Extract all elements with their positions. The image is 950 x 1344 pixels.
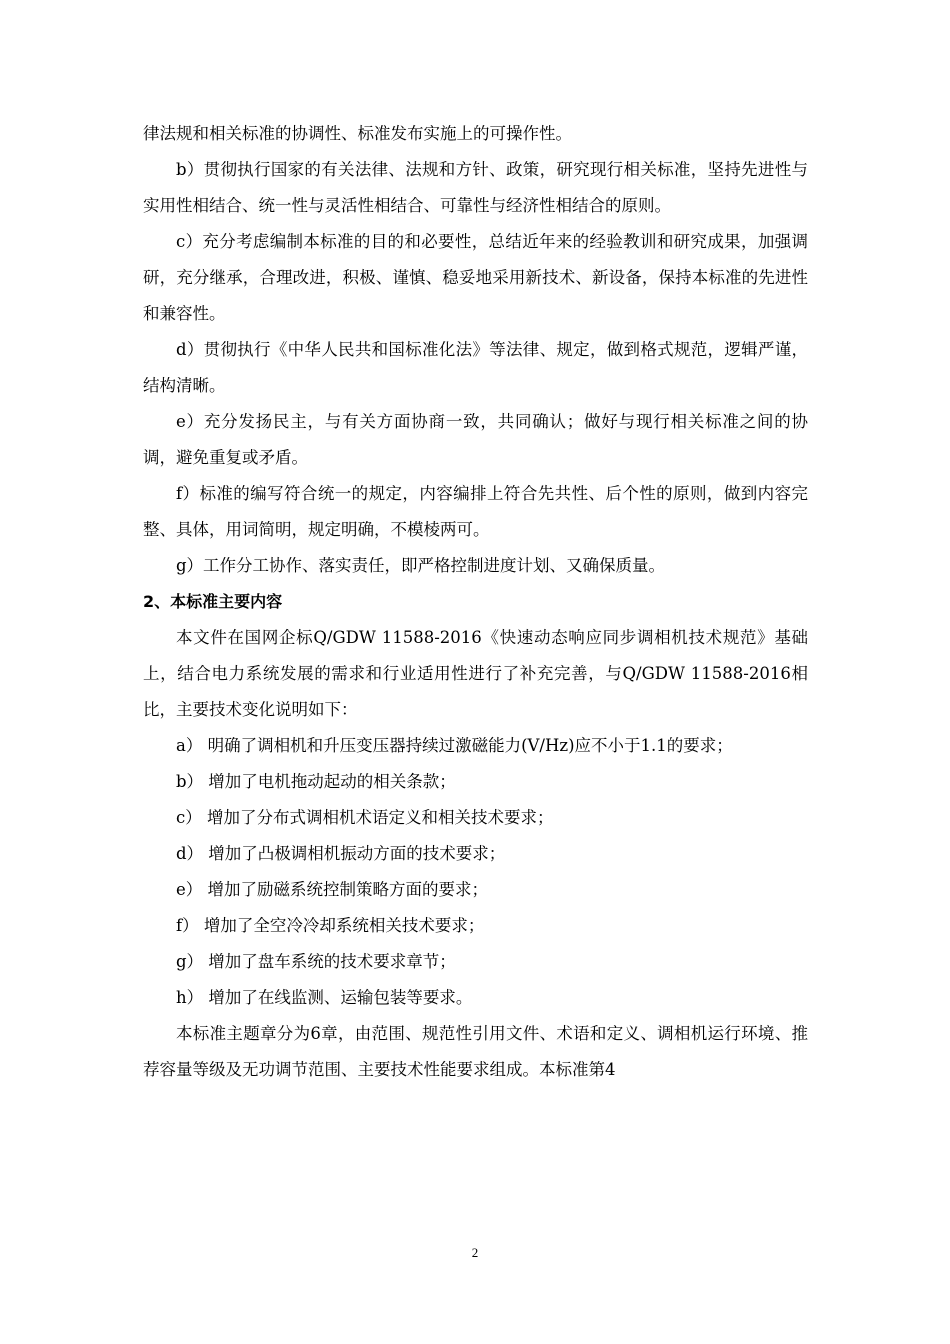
page-number: 2 [471,1245,479,1260]
section-heading: 2、本标准主要内容 [143,592,283,611]
principle-item-d: d）贯彻执行《中华人民共和国标准化法》等法律、规定，做到格式规范，逻辑严谨，结构清晰。 [143,340,808,395]
document-body [143,116,808,1088]
principle-item-c: c）充分考虑编制本标准的目的和必要性，总结近年来的经验教训和研究成果，加强调研，充分继承，合理改进，积极、谨慎、稳妥地采用新技术、新设备，保持本标准的先进性和兼容性。 [143,232,808,323]
change-item-d: d） 增加了凸极调相机振动方面的技术要求； [176,844,506,863]
change-item-g: g） 增加了盘车系统的技术要求章节； [176,952,456,971]
principle-item-e: e）充分发扬民主，与有关方面协商一致，共同确认；做好与现行相关标准之间的协调，避免重复或矛盾。 [143,412,808,467]
change-item-a: a） 明确了调相机和升压变压器持续过激磁能力(V/Hz)应不小于1.1的要求； [176,736,733,755]
change-item-b: b） 增加了电机拖动起动的相关条款； [176,772,456,791]
section-intro: 本文件在国网企标Q/GDW 11588-2016《快速动态响应同步调相机技术规范》基础上，结合电力系统发展的需求和行业适用性进行了补充完善，与Q/GDW 11588-2016相比，主要技术变化说明如下： [143,628,808,719]
principle-item-g: g）工作分工协作、落实责任，即严格控制进度计划、又确保质量。 [176,556,666,575]
change-item-c: c） 增加了分布式调相机术语定义和相关技术要求； [176,808,554,827]
paragraph-continued: 律法规和相关标准的协调性、标准发布实施上的可操作性。 [143,124,572,143]
principle-item-b: b）贯彻执行国家的有关法律、法规和方针、政策，研究现行相关标准，坚持先进性与实用性相结合、统一性与灵活性相结合、可靠性与经济性相结合的原则。 [143,160,808,215]
change-item-h: h） 增加了在线监测、运输包装等要求。 [176,988,473,1007]
change-item-f: f） 增加了全空冷冷却系统相关技术要求； [176,916,485,935]
principle-item-f: f）标准的编写符合统一的规定，内容编排上符合先共性、后个性的原则，做到内容完整、具体，用词简明，规定明确，不模棱两可。 [143,484,808,539]
closing-paragraph: 本标准主题章分为6章，由范围、规范性引用文件、术语和定义、调相机运行环境、推荐容量等级及无功调节范围、主要技术性能要求组成。本标准第4 [143,1024,808,1079]
change-item-e: e） 增加了励磁系统控制策略方面的要求； [176,880,489,899]
